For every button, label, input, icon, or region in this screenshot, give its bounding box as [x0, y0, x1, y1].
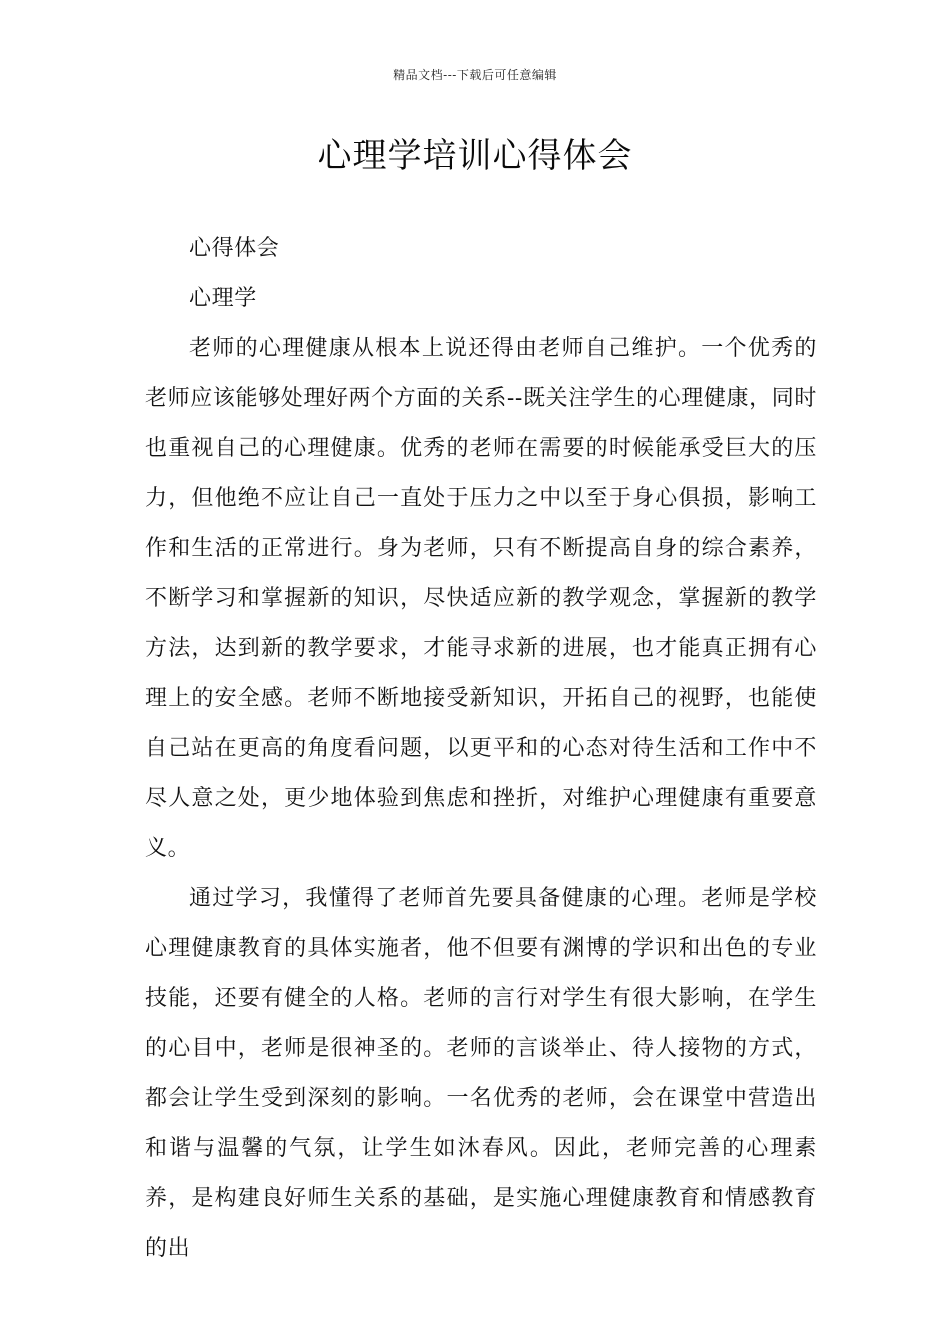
section-label-xinde: 心得体会	[189, 236, 280, 261]
body-paragraph-2: 通过学习，我懂得了老师首先要具备健康的心理。老师是学校心理健康教育的具体实施者，他不但要有渊博的学识和出色的专业技能，还要有健全的人格。老师的言行对学生有很大影响，在学生的心目中，老师是很神圣的。老师的言谈举止、待人接物的方式，都会让学生受到深刻的影响。一名优秀的老师，会在课堂中营造出和谐与温馨的气氛，让学生如沐春风。因此，老师完善的心理素养，是构建良好师生关系的基础，是实施心理健康教育和情感教育的出	[145, 886, 817, 1261]
section-label-xinlixue: 心理学	[189, 286, 257, 311]
header-note: 精品文档---下载后可任意编辑	[393, 68, 557, 82]
document-body	[145, 224, 817, 1274]
document-title: 心理学培训心得体会	[317, 136, 633, 176]
body-paragraph-1: 老师的心理健康从根本上说还得由老师自己维护。一个优秀的老师应该能够处理好两个方面的关系--既关注学生的心理健康，同时也重视自己的心理健康。优秀的老师在需要的时候能承受巨大的压力，但他绝不应让自己一直处于压力之中以至于身心俱损，影响工作和生活的正常进行。身为老师，只有不断提高自身的综合素养，不断学习和掌握新的知识，尽快适应新的教学观念，掌握新的教学方法，达到新的教学要求，才能寻求新的进展，也才能真正拥有心理上的安全感。老师不断地接受新知识，开拓自己的视野，也能使自己站在更高的角度看问题，以更平和的心态对待生活和工作中不尽人意之处，更少地体验到焦虑和挫折，对维护心理健康有重要意义。	[145, 336, 817, 861]
